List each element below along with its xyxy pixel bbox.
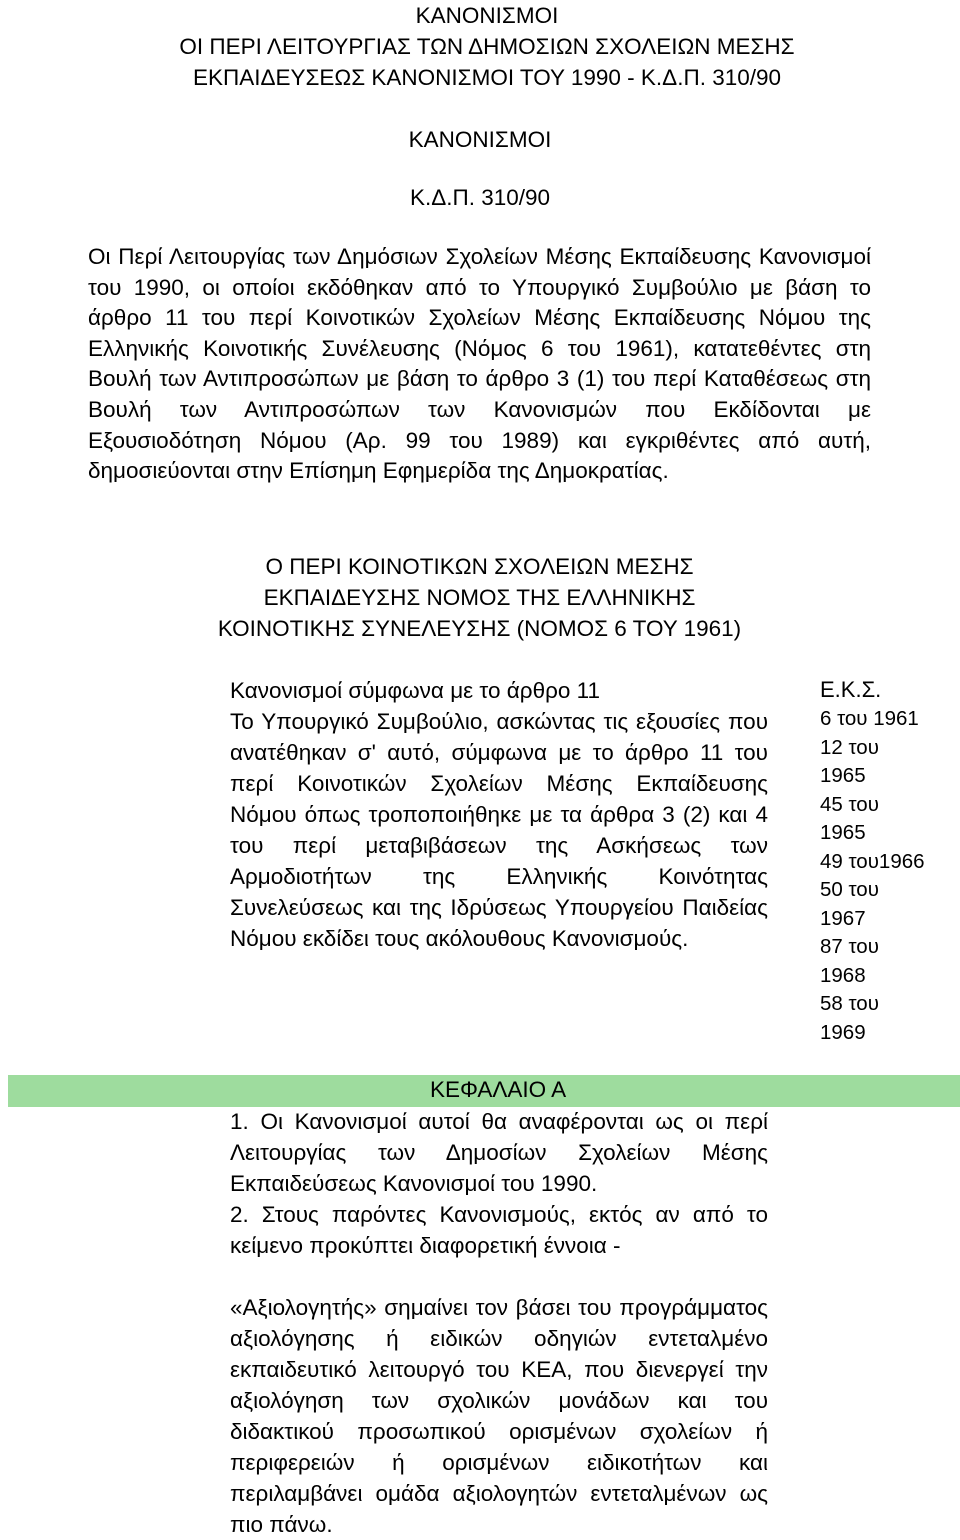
regulation-block	[230, 675, 768, 954]
law-title-line-1: Ο ΠΕΡΙ ΚΟΙΝΟΤΙΚΩΝ ΣΧΟΛΕΙΩΝ ΜΕΣΗΣ	[265, 554, 694, 579]
section-1-paragraph: 1. Οι Κανονισμοί αυτοί θα αναφέρονται ως οι περί Λειτουργίας των Δημοσίων Σχολείων Μέσης Εκπαιδεύσεως Κανονισμοί του 1990.	[230, 1109, 768, 1196]
header-line-1: ΚΑΝΟΝΙΣΜΟΙ	[415, 3, 559, 28]
section-2-paragraph: 2. Στους παρόντες Κανονισμούς, εκτός αν από το κείμενο προκύπτει διαφορετική έννοια -	[230, 1202, 768, 1258]
chapter-title: ΚΕΦΑΛΑΙΟ Α	[430, 1077, 567, 1102]
margin-note: 50 του	[820, 878, 879, 901]
paragraph-gap	[230, 1261, 768, 1292]
subtitle-regulations: ΚΑΝΟΝΙΣΜΟΙ	[408, 127, 552, 152]
margin-note: 1965	[820, 821, 866, 844]
margin-note: 1969	[820, 1020, 866, 1044]
margin-note: 45 του	[820, 792, 879, 816]
law-title-line-2: ΕΚΠΑΙΔΕΥΣΗΣ ΝΟΜΟΣ ΤΗΣ ΕΛΛΗΝΙΚΗΣ	[263, 585, 696, 610]
margin-note: 49 του1966	[820, 849, 925, 873]
margin-note: 87 του	[820, 935, 879, 958]
document-header	[117, 0, 857, 93]
margin-note: 6 του 1961	[820, 707, 919, 730]
margin-note: 1968	[820, 963, 866, 987]
regulation-text: Το Υπουργικό Συμβούλιο, ασκώντας τις εξουσίες που ανατέθηκαν σ' αυτό, σύμφωνα με το άρθρο 11 του περί Κοινοτικών Σχολείων Μέσης Εκπαίδευσης Νόμου όπως τροποποιήθηκε με τα άρθρα 3 (2) και 4 του περί μεταβιβάσεων της Ασκήσεως των Αρμοδιοτήτων της Ελληνικής Κοινότητας Συνελεύσεως και της Ιδρύσεως Υπουργείου Παιδείας Νόμου εκδίδει τους ακόλουθους Κανονισμούς.	[230, 709, 768, 951]
law-title-line-3: ΚΟΙΝΟΤΙΚΗΣ ΣΥΝΕΛΕΥΣΗΣ (ΝΟΜΟΣ 6 ΤΟΥ 1961)	[217, 616, 742, 641]
margin-note: 58 του	[820, 992, 879, 1015]
intro-paragraph: Οι Περί Λειτουργίας των Δημόσιων Σχολείων Μέσης Εκπαίδευσης Κανονισμοί του 1990, οι οποίοι εκδόθηκαν από το Υπουργικό Συμβούλιο με βάση το άρθρο 11 του περί Κοινοτικών Σχολείων Μέσης Εκπαίδευσης Νόμου της Ελληνικής Κοινοτικής Συνέλευσης (Νόμος 6 του 1961), κατατεθέντες στη Βουλή των Αντιπροσώπων με βάση το άρθρο 3 (1) του περί Καταθέσεως στη Βουλή των Αντιπροσώπων των Κανονισμών που Εκδίδονται με Εξουσιοδότηση Νόμου (Αρ. 99 του 1989) και εγκριθέντες από αυτή, δημοσιεύονται στην Επίσημη Εφημερίδα της Δημοκρατίας.	[88, 244, 871, 484]
header-line-2: ΟΙ ΠΕΡΙ ΛΕΙΤΟΥΡΓΙΑΣ ΤΩΝ ΔΗΜΟΣΙΩΝ ΣΧΟΛΕΙΩΝ ΜΕΣΗΣ	[179, 34, 795, 59]
margin-notes	[820, 675, 955, 1047]
regulation-heading: Κανονισμοί σύμφωνα με το άρθρο 11	[230, 678, 601, 703]
margin-notes-label: Ε.Κ.Σ.	[820, 677, 882, 702]
chapter-body	[230, 1106, 768, 1540]
subtitle-reference: Κ.Δ.Π. 310/90	[409, 185, 551, 210]
law-title	[88, 551, 871, 644]
margin-note: 1965	[820, 764, 866, 787]
header-line-3: ΕΚΠΑΙΔΕΥΣΕΩΣ ΚΑΝΟΝΙΣΜΟΙ ΤΟΥ 1990 - Κ.Δ.Π. 310/90	[192, 65, 782, 90]
margin-note: 1967	[820, 906, 866, 930]
margin-note: 12 του	[820, 735, 879, 759]
definition-paragraph: «Αξιολογητής» σημαίνει τον βάσει του προγράμματος αξιολόγησης ή ειδικών οδηγιών εντεταλμένο εκπαιδευτικό λειτουργό του ΚΕΑ, που διενεργεί την αξιολόγηση των σχολικών μονάδων και του διδακτικού προσωπικού ορισμένων σχολείων ή περιφερειών ή ορισμένων ειδικοτήτων και περιλαμβάνει ομάδα αξιολογητών εντεταλμένων ως πιο πάνω.	[230, 1295, 768, 1537]
